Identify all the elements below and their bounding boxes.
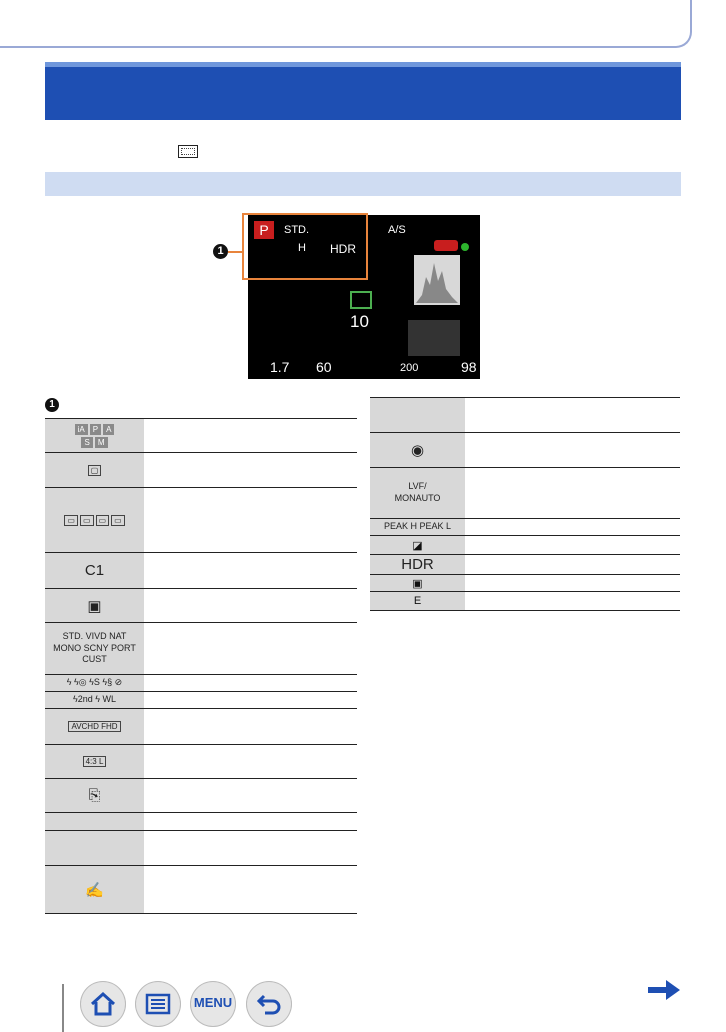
table-row (370, 555, 680, 575)
self-timer-count: 10 (350, 312, 369, 331)
left-icon-table (45, 418, 357, 914)
list-icon (144, 990, 172, 1018)
camera-icon: ◉ (410, 442, 425, 459)
af-frame (350, 291, 372, 309)
histogram (414, 255, 460, 305)
menu-button[interactable] (190, 981, 236, 1027)
next-page-icon[interactable] (646, 978, 682, 1002)
exposure-icon: ◪ (412, 539, 423, 552)
back-button[interactable] (246, 981, 292, 1027)
shots-remaining: 98 (461, 359, 477, 375)
shutter-speed-value: 60 (316, 359, 332, 375)
scene-icon: ▭ (96, 515, 110, 526)
picture-size-icon: 4:3 L (83, 756, 107, 767)
p-mode-icon: P (90, 424, 101, 435)
touch-tab-icons (408, 320, 460, 356)
iso-value: 200 (400, 362, 419, 374)
ia-icon: iA (75, 424, 88, 435)
photo-style-line: STD. VIVD NAT (62, 630, 127, 641)
table-row (370, 468, 680, 519)
creative-control-icon: ▣ (87, 597, 102, 615)
table-row (45, 675, 357, 692)
mode-indicator: P (254, 221, 274, 239)
table-row (370, 433, 680, 468)
card-access-icon: ⎘ (88, 787, 101, 804)
section-bar (45, 172, 681, 196)
table-row (370, 592, 680, 611)
table-row (370, 536, 680, 555)
back-arrow-icon (255, 990, 283, 1018)
table-row (45, 553, 357, 589)
table-row (370, 519, 680, 536)
scene-icon: ▭ (111, 515, 125, 526)
table-row (45, 453, 357, 488)
right-icon-table (370, 397, 680, 611)
peaking-label: PEAK H PEAK L (383, 521, 452, 532)
callout-leader (228, 251, 242, 253)
aperture-value: 1.7 (270, 359, 290, 375)
table-row (45, 831, 357, 866)
recording-format-icon: AVCHD FHD (68, 721, 120, 732)
hdr-indicator: HDR (330, 242, 356, 256)
title-bar (45, 62, 681, 120)
home-button[interactable] (80, 981, 126, 1027)
hdr-label: HDR (401, 556, 434, 573)
scene-icon: ▭ (80, 515, 94, 526)
af-setting-indicator: A/S (388, 224, 406, 236)
highlight-box (242, 213, 368, 280)
flash-mode-icons: ϟ ϟ◎ ϟS ϟ§ ⊘ (66, 677, 123, 688)
a-mode-icon: A (103, 424, 114, 435)
lvf-label: LVF/ (408, 481, 427, 492)
table-row (45, 745, 357, 779)
menu-label: MENU (193, 995, 233, 1010)
table-row (370, 398, 680, 433)
electronic-shutter-icon: E (413, 595, 422, 607)
m-mode-icon: M (95, 437, 108, 448)
multi-exposure-icon: ▣ (412, 577, 423, 590)
frame-icon (178, 145, 198, 158)
home-icon (89, 990, 117, 1018)
s-mode-icon: S (81, 437, 92, 448)
table-row (45, 623, 357, 675)
scene-icon: ▭ (64, 515, 78, 526)
table-row (45, 779, 357, 813)
table-caption-number: 1 (45, 398, 59, 412)
footer-divider (62, 984, 64, 1032)
photo-style-line: CUST (82, 654, 107, 665)
peaking-indicator: H (298, 242, 306, 254)
page-corner-border (0, 0, 692, 48)
touch-af-icon: ✍ (85, 881, 104, 899)
photo-style-line: MONO SCNY PORT (53, 642, 136, 653)
flash-sync-icons: ϟ2nd ϟ WL (72, 694, 117, 705)
mon-auto-label: MONAUTO (394, 493, 441, 503)
table-row (45, 866, 357, 914)
custom-icon: ▢ (88, 465, 102, 476)
table-row (45, 589, 357, 623)
photo-style-indicator: STD. (284, 224, 310, 236)
table-row (45, 692, 357, 709)
custom-setting-label: C1 (84, 562, 105, 579)
callout-number: 1 (213, 244, 228, 259)
table-row (45, 813, 357, 831)
table-row (45, 488, 357, 553)
table-row (45, 419, 357, 453)
contents-button[interactable] (135, 981, 181, 1027)
table-row (370, 575, 680, 592)
table-row (45, 709, 357, 745)
rec-icon (434, 240, 458, 251)
focus-dot (461, 243, 469, 251)
